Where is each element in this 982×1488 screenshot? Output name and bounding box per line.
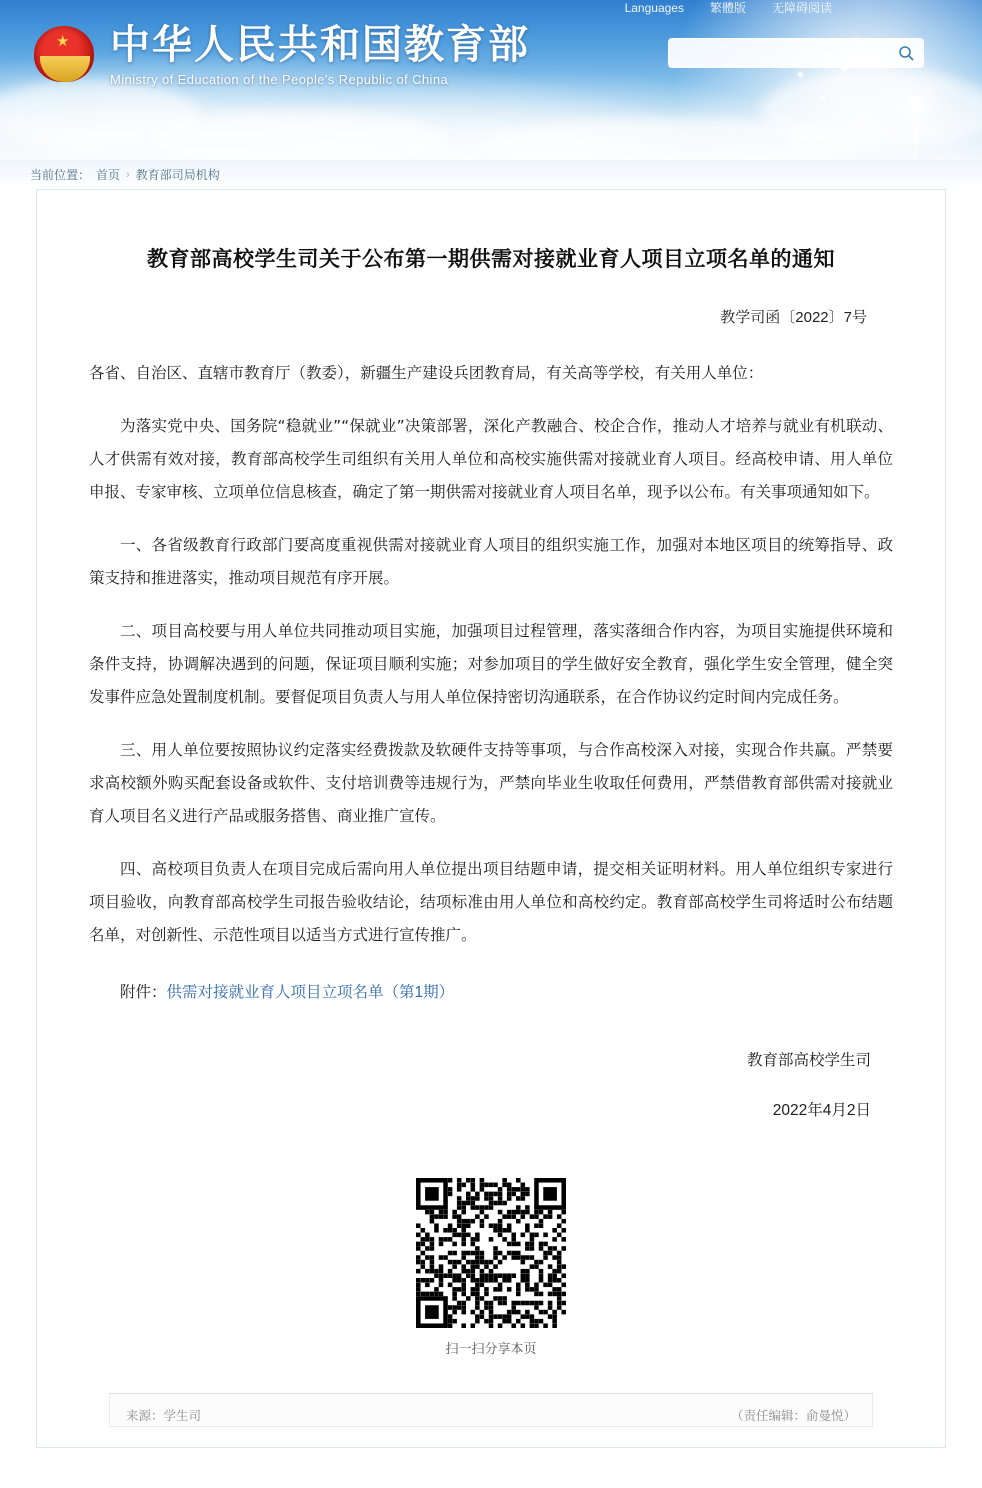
editor-label: （责任编辑：俞曼悦） [730,1409,856,1423]
document-paragraph-4: 三、用人单位要按照协议约定落实经费拨款及软硬件支持等事项，与合作高校深入对接，实现合作共赢。严禁要求高校额外购买配套设备或软件、支付培训费等违规行为，严禁向毕业生收取任何费用，严禁借教育部供需对接就业育人项目名义进行产品或服务搭售、商业推广宣传。 [89,741,893,825]
top-link-accessibility[interactable]: 无障碍阅读 [771,1,832,15]
search-button[interactable] [889,39,923,67]
document-date: 2022年4月2日 [772,1102,871,1119]
document-signature: 教育部高校学生司 [746,1052,871,1069]
qr-code-image [408,1178,574,1328]
search-box[interactable] [668,38,924,68]
document-card [36,189,946,1448]
breadcrumb [0,160,982,189]
attachment-link[interactable]: 供需对接就业育人项目立项名单（第1期） [166,984,455,1001]
attachment-label: 附件： [120,984,167,1001]
document-paragraph-1: 为落实党中央、国务院“稳就业”“保就业”决策部署，深化产教融合、校企合作，推动人才培养与就业有机联动、人才供需有效对接，教育部高校学生司组织有关用人单位和高校实施供需对接就业育人项目。经高校申请、用人单位申报、专家审核、立项单位信息核查，确定了第一期供需对接就业育人项目名单，现予以公布。有关事项通知如下。 [89,417,893,501]
breadcrumb-prefix: 当前位置： [30,168,91,182]
qr-caption: 扫一扫分享本页 [445,1341,537,1356]
breadcrumb-item-home[interactable]: 首页 [96,168,121,182]
top-link-traditional[interactable]: 繁體版 [709,1,746,15]
dandelion-decoration [868,56,964,152]
qr-share-area [89,1178,893,1357]
cloud-decoration [150,110,450,160]
site-header-banner [0,0,982,160]
site-title-en: Ministry of Education of the People's Republic of China [110,72,449,87]
attachment-row [89,978,893,1008]
document-number: 教学司函〔2022〕7号 [720,309,867,326]
breadcrumb-separator-icon: › [126,168,130,181]
breadcrumb-item-department[interactable]: 教育部司局机构 [135,168,220,182]
document-title: 教育部高校学生司关于公布第一期供需对接就业育人项目立项名单的通知 [147,247,835,271]
document-paragraph-5: 四、高校项目负责人在项目完成后需向用人单位提出项目结题申请，提交相关证明材料。用人单位组织专家进行项目验收，向教育部高校学生司报告验收结论，结项标准由用人单位和高校约定。教育部高校学生司将适时公布结题名单，对创新性、示范性项目以适当方式进行宣传推广。 [89,860,893,944]
source-bar [109,1393,873,1427]
document-paragraph-3: 二、项目高校要与用人单位共同推动项目实施，加强项目过程管理，落实落细合作内容，为项目实施提供环境和条件支持，协调解决遇到的问题，保证项目顺利实施；对参加项目的学生做好安全教育，强化学生安全管理，健全突发事件应急处置制度机制。要督促项目负责人与用人单位保持密切沟通联系，在合作协议约定时间内完成任务。 [89,622,893,706]
site-title-cn: 中华人民共和国教育部 [110,22,530,68]
top-nav-links[interactable] [625,0,832,16]
site-title [110,22,530,87]
top-link-languages[interactable]: Languages [624,1,684,15]
document-paragraph-2: 一、各省级教育行政部门要高度重视供需对接就业育人项目的组织实施工作，加强对本地区项目的统筹指导、政策支持和推进落实，推动项目规范有序开展。 [89,536,893,587]
search-input[interactable] [669,39,889,67]
national-emblem-icon: ★ [34,22,98,86]
page-content-wrapper [0,189,982,1488]
document-body [89,357,893,952]
document-paragraph-salutation: 各省、自治区、直辖市教育厅（教委），新疆生产建设兵团教育局，有关高等学校，有关用人单位： [89,364,764,382]
search-icon [898,45,914,61]
source-label: 来源：学生司 [126,1409,202,1423]
